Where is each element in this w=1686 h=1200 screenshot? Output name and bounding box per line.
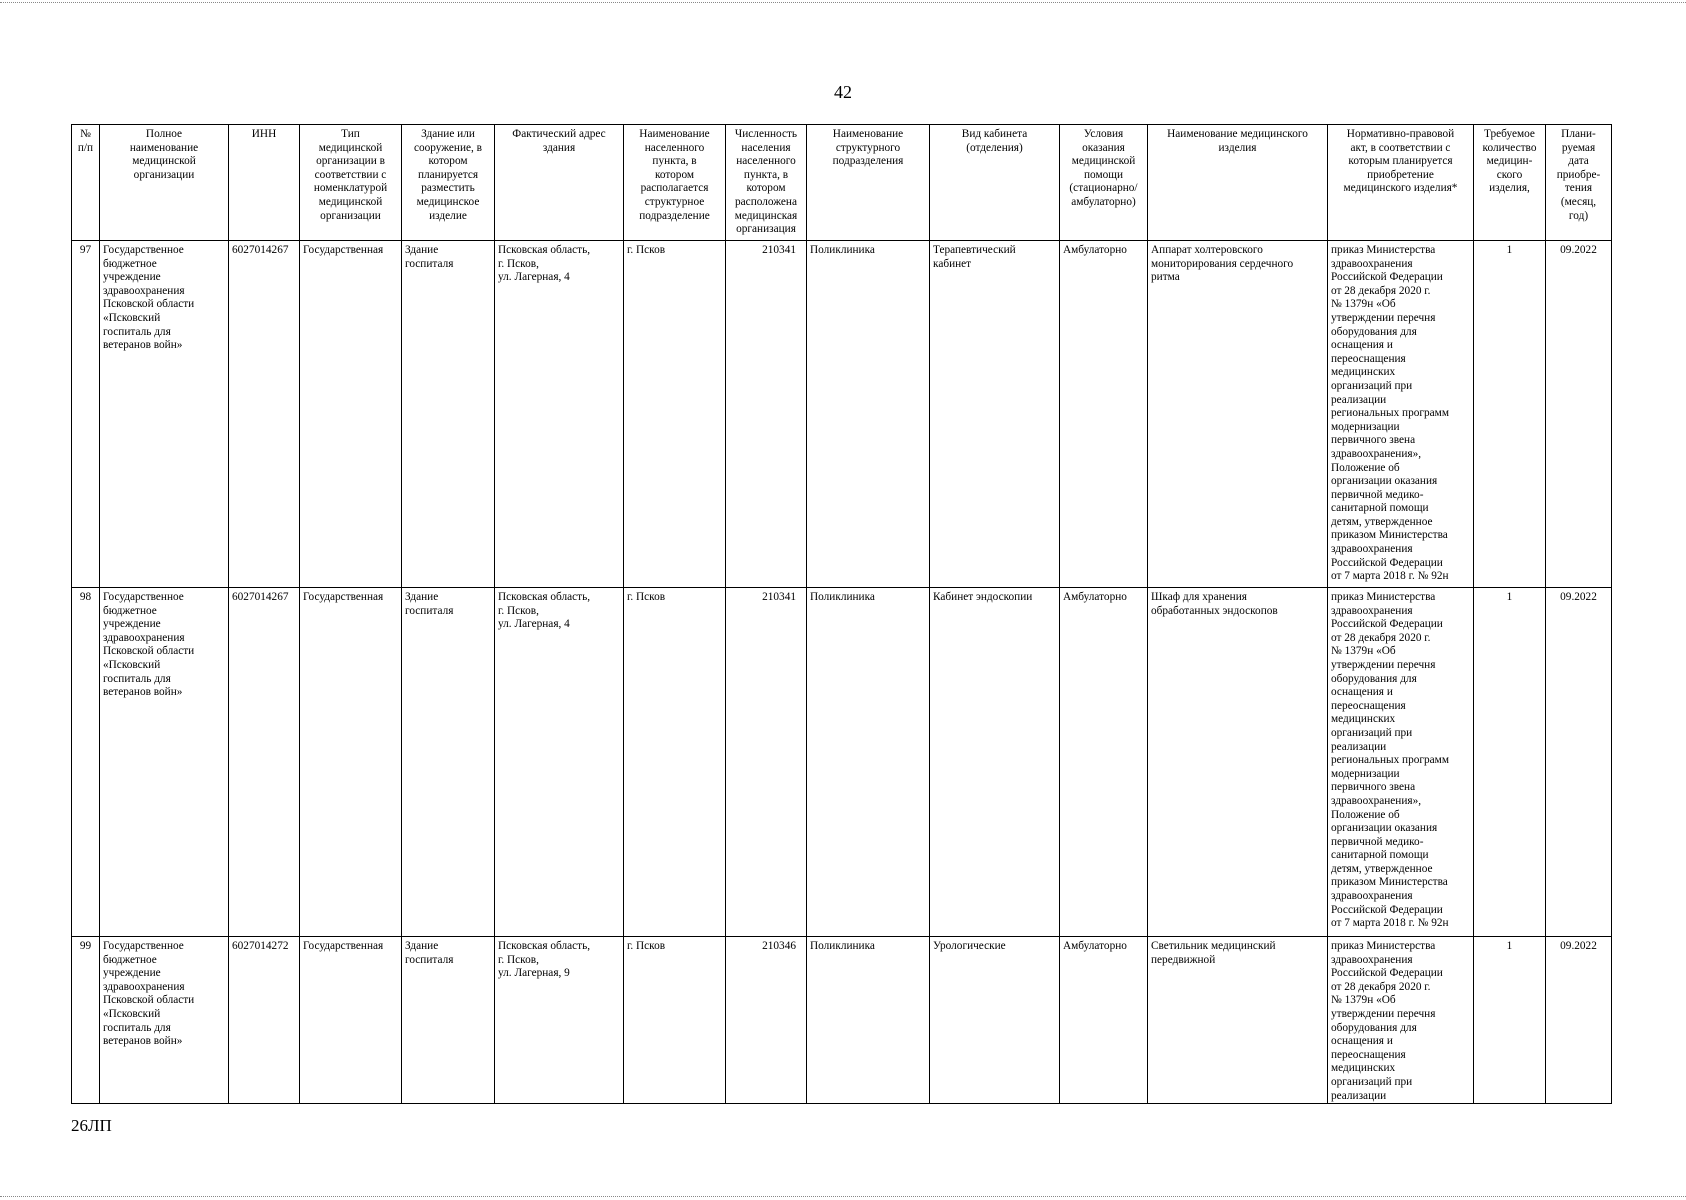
cell-locality: г. Псков — [624, 588, 726, 937]
cell-date: 09.2022 — [1546, 241, 1612, 588]
col-header-date: Плани- руемая дата приобре- тения (месяц, год) — [1546, 125, 1612, 241]
cell-unit: Поликлиника — [807, 937, 930, 1104]
cell-org-type: Государственная — [300, 588, 402, 937]
cell-quantity: 1 — [1474, 937, 1546, 1104]
scan-edge-bottom — [0, 1196, 1686, 1197]
cell-locality: г. Псков — [624, 241, 726, 588]
cell-inn: 6027014267 — [229, 241, 300, 588]
cell-inn: 6027014272 — [229, 937, 300, 1104]
cell-conditions: Амбулаторно — [1060, 241, 1148, 588]
col-header-cabinet: Вид кабинета (отделения) — [930, 125, 1060, 241]
equipment-table — [71, 124, 1612, 1104]
cell-legal-act: приказ Министерства здравоохранения Российской Федерации от 28 декабря 2020 г. № 1379н «Об утверждении перечня оборудования для оснащения и переоснащения медицинских организаций при реализации региональных программ модернизации первичного звена здравоохранения», Положение об организации оказания первичной медико- санитарной помощи детям, утвержденное приказом Министерства здравоохранения Российской Федерации от 7 марта 2018 г. № 92н — [1328, 241, 1474, 588]
cell-number: 98 — [72, 588, 100, 937]
cell-cabinet: Кабинет эндоскопии — [930, 588, 1060, 937]
page-number: 42 — [834, 82, 852, 102]
cell-org-name: Государственное бюджетное учреждение здравоохранения Псковской области «Псковский госпиталь для ветеранов войн» — [100, 588, 229, 937]
scan-edge-top — [0, 2, 1686, 3]
document-code: 26ЛП — [71, 1116, 112, 1135]
col-header-conditions: Условия оказания медицинской помощи (стационарно/ амбулаторно) — [1060, 125, 1148, 241]
cell-number: 99 — [72, 937, 100, 1104]
col-header-legal-act: Нормативно-правовой акт, в соответствии с которым планируется приобретение медицинского изделия* — [1328, 125, 1474, 241]
header-row — [72, 125, 1612, 241]
cell-org-name: Государственное бюджетное учреждение здравоохранения Псковской области «Псковский госпиталь для ветеранов войн» — [100, 937, 229, 1104]
cell-org-name: Государственное бюджетное учреждение здравоохранения Псковской области «Псковский госпиталь для ветеранов войн» — [100, 241, 229, 588]
cell-quantity: 1 — [1474, 588, 1546, 937]
col-header-address: Фактический адрес здания — [495, 125, 624, 241]
table-row — [72, 588, 1612, 937]
cell-unit: Поликлиника — [807, 588, 930, 937]
col-header-inn: ИНН — [229, 125, 300, 241]
cell-org-type: Государственная — [300, 937, 402, 1104]
col-header-locality: Наименование населенного пункта, в котором располагается структурное подразделение — [624, 125, 726, 241]
col-header-number: № п/п — [72, 125, 100, 241]
cell-building: Здание госпиталя — [402, 241, 495, 588]
col-header-org-name: Полное наименование медицинской организации — [100, 125, 229, 241]
col-header-building: Здание или сооружение, в котором планируется разместить медицинское изделие — [402, 125, 495, 241]
col-header-unit: Наименование структурного подразделения — [807, 125, 930, 241]
table-row — [72, 241, 1612, 588]
cell-building: Здание госпиталя — [402, 937, 495, 1104]
cell-address: Псковская область, г. Псков, ул. Лагерная, 4 — [495, 588, 624, 937]
col-header-device: Наименование медицинского изделия — [1148, 125, 1328, 241]
cell-legal-act: приказ Министерства здравоохранения Российской Федерации от 28 декабря 2020 г. № 1379н «Об утверждении перечня оборудования для оснащения и переоснащения медицинских организаций при реализации — [1328, 937, 1474, 1104]
cell-date: 09.2022 — [1546, 937, 1612, 1104]
cell-unit: Поликлиника — [807, 241, 930, 588]
cell-org-type: Государственная — [300, 241, 402, 588]
cell-number: 97 — [72, 241, 100, 588]
col-header-org-type: Тип медицинской организации в соответствии с номенклатурой медицинской организации — [300, 125, 402, 241]
cell-device: Шкаф для хранения обработанных эндоскопов — [1148, 588, 1328, 937]
cell-inn: 6027014267 — [229, 588, 300, 937]
col-header-quantity: Требуемое количество медицин- ского изделия, — [1474, 125, 1546, 241]
table-row — [72, 937, 1612, 1104]
cell-cabinet: Терапевтический кабинет — [930, 241, 1060, 588]
cell-population: 210341 — [726, 241, 807, 588]
cell-conditions: Амбулаторно — [1060, 937, 1148, 1104]
cell-population: 210341 — [726, 588, 807, 937]
cell-legal-act: приказ Министерства здравоохранения Российской Федерации от 28 декабря 2020 г. № 1379н «Об утверждении перечня оборудования для оснащения и переоснащения медицинских организаций при реализации региональных программ модернизации первичного звена здравоохранения», Положение об организации оказания первичной медико- санитарной помощи детям, утвержденное приказом Министерства здравоохранения Российской Федерации от 7 марта 2018 г. № 92н — [1328, 588, 1474, 937]
cell-address: Псковская область, г. Псков, ул. Лагерная, 4 — [495, 241, 624, 588]
cell-building: Здание госпиталя — [402, 588, 495, 937]
cell-conditions: Амбулаторно — [1060, 588, 1148, 937]
cell-population: 210346 — [726, 937, 807, 1104]
cell-quantity: 1 — [1474, 241, 1546, 588]
cell-cabinet: Урологические — [930, 937, 1060, 1104]
col-header-population: Численность населения населенного пункта, в котором расположена медицинская организация — [726, 125, 807, 241]
cell-date: 09.2022 — [1546, 588, 1612, 937]
cell-address: Псковская область, г. Псков, ул. Лагерная, 9 — [495, 937, 624, 1104]
cell-device: Аппарат холтеровского мониторирования сердечного ритма — [1148, 241, 1328, 588]
cell-device: Светильник медицинский передвижной — [1148, 937, 1328, 1104]
cell-locality: г. Псков — [624, 937, 726, 1104]
